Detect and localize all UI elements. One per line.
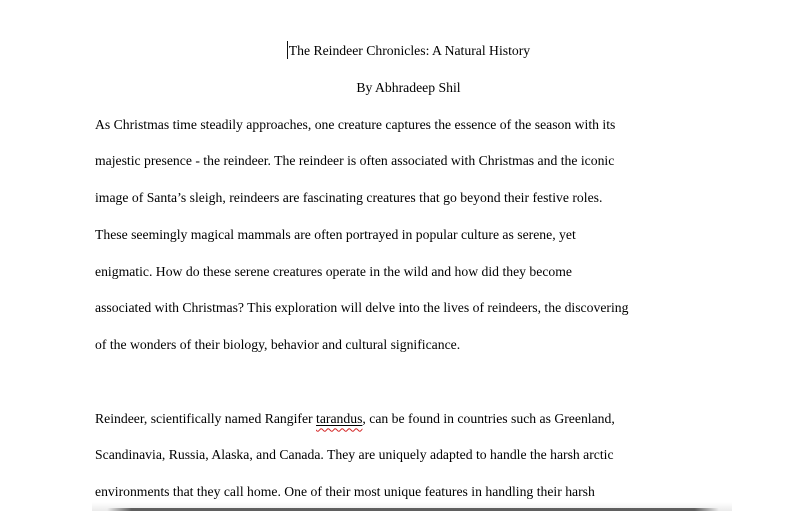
document-byline[interactable]: By Abhradeep Shil — [356, 79, 461, 95]
paragraph2-line1[interactable] — [95, 401, 722, 438]
paragraph1-line4[interactable]: These seemingly magical mammals are often portrayed in popular culture as serene, yet — [95, 226, 576, 242]
blank-line[interactable] — [95, 364, 722, 401]
paragraph1-line5[interactable]: enigmatic. How do these serene creatures operate in the wild and how did they become — [95, 263, 572, 279]
document-title-text: The Reindeer Chronicles: A Natural History — [288, 43, 531, 58]
paragraph1-line6[interactable]: associated with Christmas? This exploration will delve into the lives of reindeers, the discovering — [95, 300, 629, 316]
paragraph2-line2[interactable]: Scandinavia, Russia, Alaska, and Canada. They are uniquely adapted to handle the harsh arctic — [95, 447, 614, 463]
document-title[interactable] — [95, 33, 722, 70]
paragraph1-line3[interactable]: image of Santa’s sleigh, reindeers are fascinating creatures that go beyond their festive roles. — [95, 190, 603, 205]
underlined-term[interactable] — [316, 411, 362, 426]
paragraph2-line1-pre: Reindeer, scientifically named Rangifer — [95, 410, 317, 426]
paragraph2-line3[interactable]: environments that they call home. One of their most unique features in handling their harsh — [95, 484, 595, 499]
paragraph1-line7[interactable]: of the wonders of their biology, behavior and cultural significance. — [95, 337, 461, 352]
document-editor[interactable] — [95, 33, 722, 511]
paragraph1-line2[interactable]: majestic presence - the reindeer. The reindeer is often associated with Christmas and the iconic — [95, 153, 615, 169]
paragraph1-line1[interactable]: As Christmas time steadily approaches, one creature captures the essence of the season with its — [95, 116, 616, 132]
paragraph2-line1-post: , can be found in countries such as Greenland, — [362, 410, 615, 426]
misspelled-word[interactable]: tarandus — [316, 410, 363, 426]
